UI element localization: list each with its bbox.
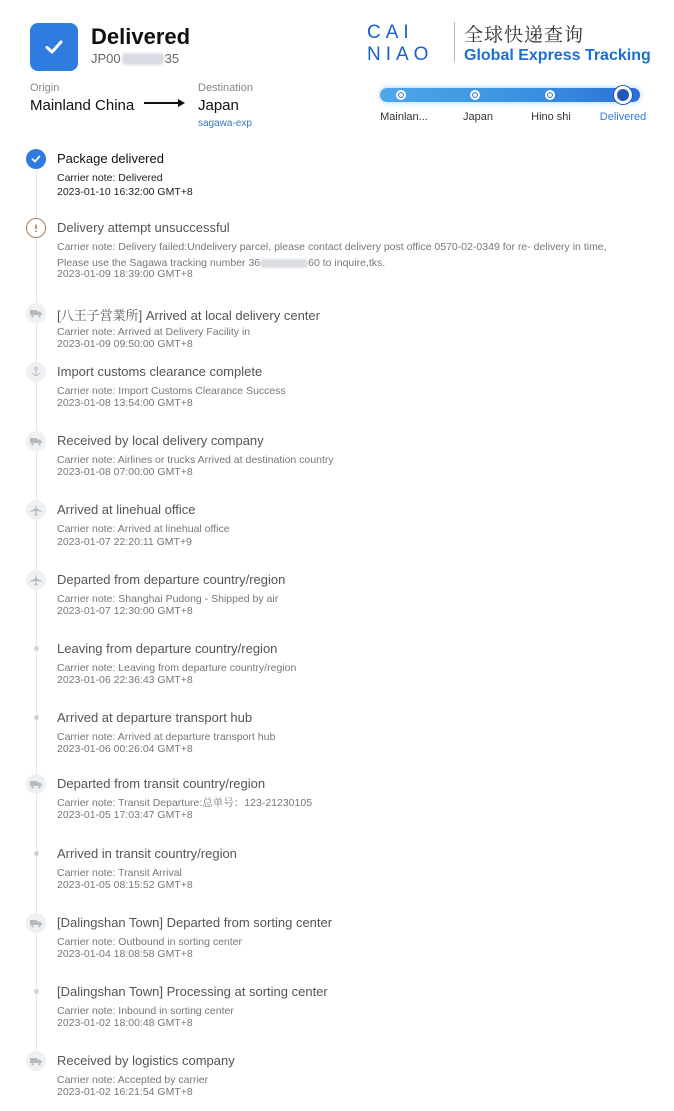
plane-icon — [26, 570, 46, 590]
event-note: Carrier note: Arrived at linehual office — [57, 523, 230, 535]
status-title: Delivered — [91, 24, 191, 49]
event-title: [Dalingshan Town] Departed from sorting center — [57, 915, 333, 930]
tracking-prefix: JP00 — [91, 51, 121, 66]
event-note-line: Carrier note: Delivery failed:Undelivery parcel, please contact delivery post office 0570-02-0349 for re- delivery in time, — [57, 241, 607, 253]
progress-label-origin: Mainlan... — [380, 111, 428, 123]
event-title: [八王子営業所] Arrived at local delivery center — [57, 308, 320, 323]
tracking-redaction — [260, 259, 308, 268]
arrow-right-icon — [144, 97, 186, 109]
event-time: 2023-01-06 22:36:43 GMT+8 — [57, 674, 193, 686]
event-note: Carrier note: Arrived at Delivery Facility in — [57, 326, 251, 338]
truck-icon — [26, 431, 46, 451]
event-time: 2023-01-05 08:15:52 GMT+8 — [57, 879, 193, 891]
progress-node-hino — [545, 90, 555, 100]
truck-icon — [26, 913, 46, 933]
brand-divider — [454, 22, 455, 62]
event-time: 2023-01-07 12:30:00 GMT+8 — [57, 605, 193, 617]
truck-icon — [26, 1051, 46, 1071]
event-time: 2023-01-09 09:50:00 GMT+8 — [57, 338, 193, 350]
tracking-number[interactable] — [91, 51, 179, 66]
event-title: Arrived at linehual office — [57, 502, 196, 517]
carrier-tag[interactable]: sagawa-exp — [198, 118, 252, 129]
event-note — [57, 239, 657, 271]
event-note: Carrier note: Outbound in sorting center — [57, 936, 243, 948]
progress-node-origin — [396, 90, 406, 100]
event-note: Carrier note: Transit Departure:总单号：123-21230105 — [57, 797, 313, 809]
event-note: Carrier note: Arrived at departure transport hub — [57, 731, 276, 743]
origin-value: Mainland China — [30, 97, 135, 114]
origin-label: Origin — [30, 82, 60, 94]
destination-value: Japan — [198, 97, 239, 114]
brand-en-title: Global Express Tracking — [464, 47, 651, 64]
event-title: [Dalingshan Town] Processing at sorting center — [57, 984, 328, 999]
destination-label: Destination — [198, 82, 254, 94]
event-time: 2023-01-04 18:08:58 GMT+8 — [57, 948, 193, 960]
progress-node-japan — [470, 90, 480, 100]
event-note: Carrier note: Airlines or trucks Arrived at destination country — [57, 454, 334, 466]
progress-node-delivered — [614, 86, 632, 104]
check-icon — [41, 34, 67, 60]
delivered-status-icon — [30, 23, 78, 71]
event-note: Carrier note: Import Customs Clearance Success — [57, 385, 286, 397]
event-note: Carrier note: Inbound in sorting center — [57, 1005, 234, 1017]
event-title: Received by logistics company — [57, 1053, 235, 1068]
dot-icon — [34, 646, 39, 651]
event-note: Carrier note: Leaving from departure country/region — [57, 662, 297, 674]
warning-icon — [26, 218, 46, 238]
event-time: 2023-01-06 00:26:04 GMT+8 — [57, 743, 193, 755]
progress-label-hino: Hino shi — [531, 111, 571, 123]
event-time: 2023-01-07 22:20:11 GMT+9 — [57, 536, 192, 548]
event-title: Package delivered — [57, 151, 164, 166]
dot-icon — [34, 851, 39, 856]
event-note-part: 60 to inquire,tks. — [308, 257, 386, 269]
event-title: Delivery attempt unsuccessful — [57, 220, 230, 235]
brand-cn-title: 全球快递查询 — [464, 25, 585, 46]
svg-text:NIAO: NIAO — [367, 44, 434, 64]
event-title: Leaving from departure country/region — [57, 641, 278, 656]
event-note: Carrier note: Transit Arrival — [57, 867, 182, 879]
event-note: Carrier note: Accepted by carrier — [57, 1074, 209, 1086]
event-title: Arrived in transit country/region — [57, 846, 237, 861]
cainiao-logo — [367, 20, 445, 64]
truck-icon — [26, 303, 46, 323]
event-title: Import customs clearance complete — [57, 364, 263, 379]
event-note-part: Please use the Sagawa tracking number 36 — [57, 257, 261, 269]
dot-icon — [34, 989, 39, 994]
event-title: Departed from transit country/region — [57, 776, 266, 791]
event-title: Received by local delivery company — [57, 433, 264, 448]
event-title: Departed from departure country/region — [57, 572, 286, 587]
event-time: 2023-01-02 16:21:54 GMT+8 — [57, 1086, 193, 1098]
anchor-icon — [26, 362, 46, 382]
event-time: 2023-01-10 16:32:00 GMT+8 — [57, 186, 193, 198]
event-time: 2023-01-08 07:00:00 GMT+8 — [57, 466, 193, 478]
progress-label-delivered: Delivered — [599, 111, 647, 123]
dot-icon — [34, 715, 39, 720]
event-time: 2023-01-08 13:54:00 GMT+8 — [57, 397, 193, 409]
progress-label-japan: Japan — [463, 111, 493, 123]
event-time: 2023-01-05 17:03:47 GMT+8 — [57, 809, 193, 821]
tracking-suffix: 35 — [164, 51, 180, 66]
truck-icon — [26, 774, 46, 794]
event-time: 2023-01-02 18:00:48 GMT+8 — [57, 1017, 193, 1029]
progress-track — [380, 88, 640, 102]
event-title: Arrived at departure transport hub — [57, 710, 253, 725]
event-time: 2023-01-09 18:39:00 GMT+8 — [57, 268, 193, 280]
svg-text:CAI: CAI — [367, 22, 414, 43]
event-note: Carrier note: Shanghai Pudong - Shipped by air — [57, 593, 279, 605]
tracking-redaction — [122, 53, 164, 65]
plane-icon — [26, 500, 46, 520]
event-note: Carrier note: Delivered — [57, 172, 163, 184]
check-icon — [26, 149, 46, 169]
